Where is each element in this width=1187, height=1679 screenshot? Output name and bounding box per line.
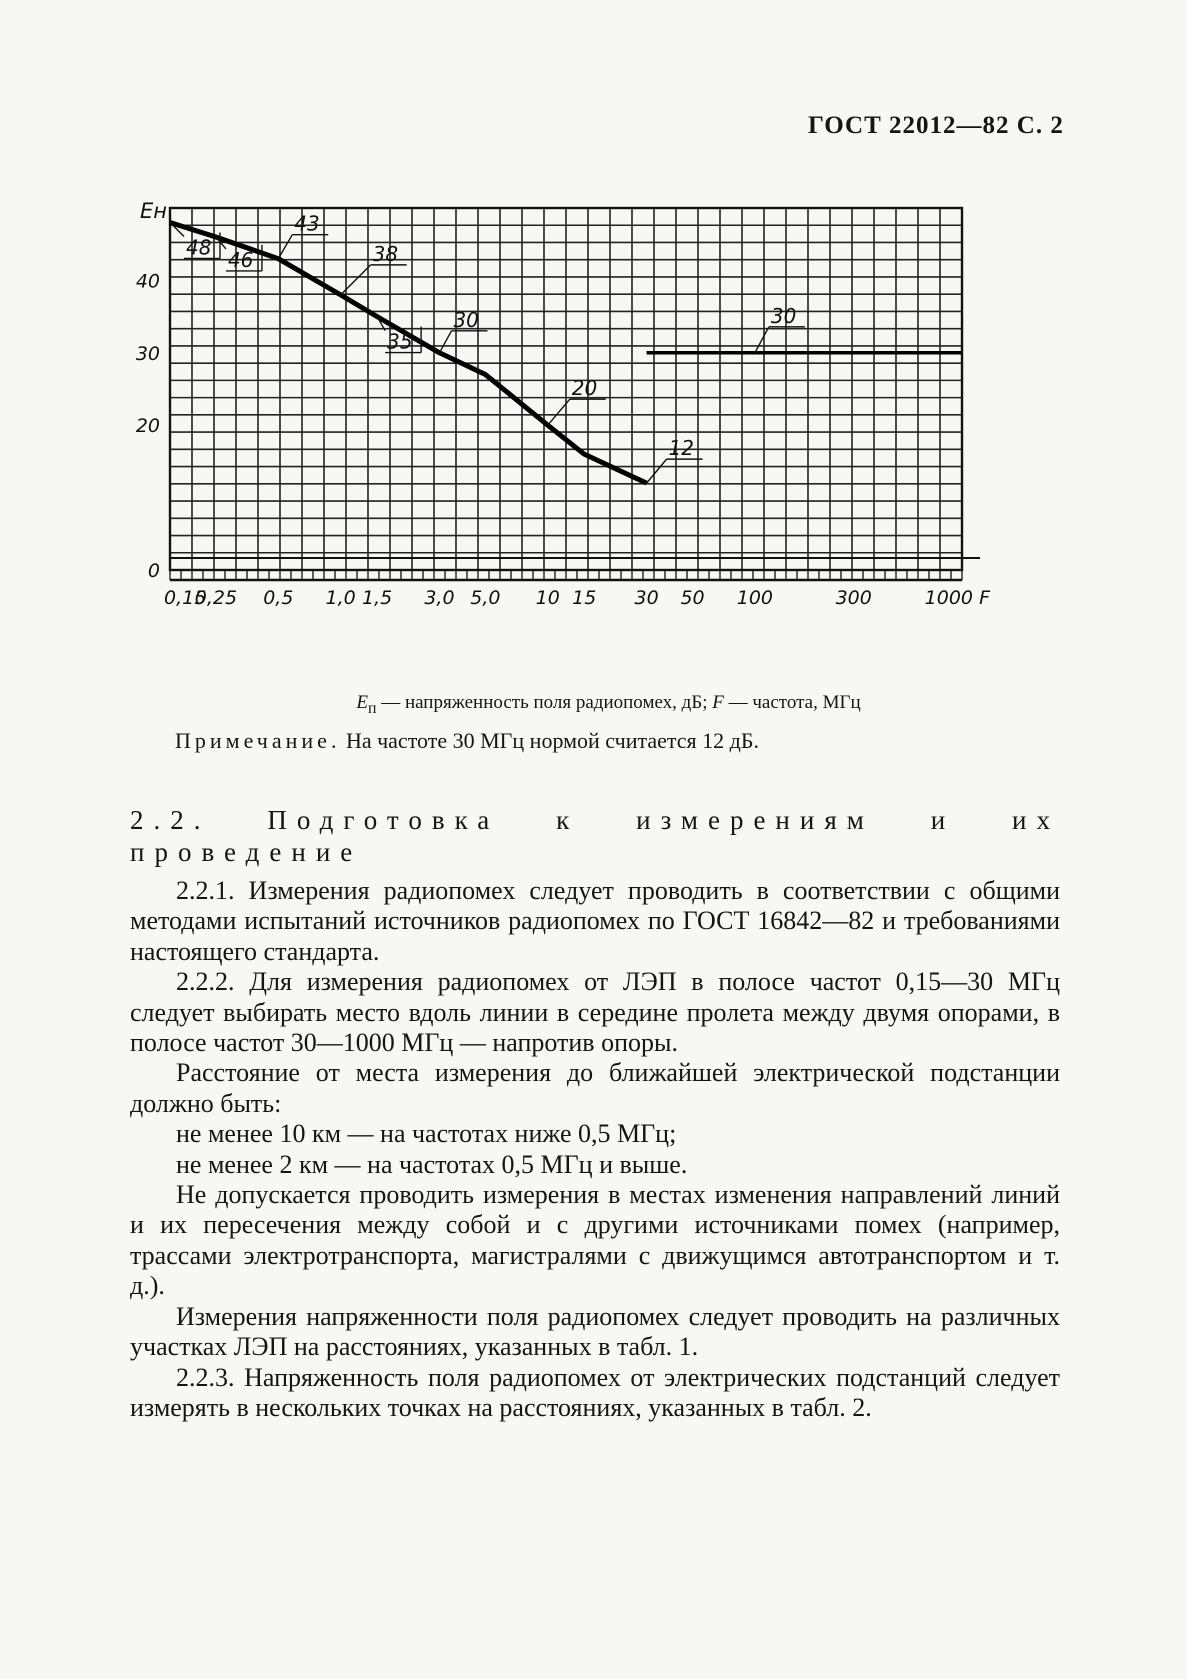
- caption-text-end: — частота, МГц: [723, 692, 861, 713]
- emission-limit-chart: [130, 200, 1060, 670]
- y-tick-label: 20: [135, 415, 160, 438]
- y-tick-label: 30: [135, 342, 160, 365]
- annotation-label: 43: [294, 211, 320, 236]
- annotation-leader: [647, 459, 667, 483]
- annotation-label: 30: [453, 307, 479, 332]
- caption-text-mid: — напряженность поля радиопомех, дБ;: [376, 692, 713, 713]
- body-text: [130, 876, 1060, 1423]
- x-tick-label: 15: [572, 587, 597, 609]
- annotation-label: 12: [668, 436, 695, 461]
- x-tick-label: 1,5: [362, 587, 393, 609]
- annotation-leader: [439, 331, 451, 353]
- annotation-label: 46: [227, 247, 254, 272]
- page-header: ГОСТ 22012—82 С. 2: [808, 112, 1064, 139]
- y-tick-label: 0: [147, 560, 160, 582]
- x-tick-label: 0,25: [194, 587, 238, 609]
- note-label: Примечание.: [175, 728, 341, 753]
- paragraph-2-2-2: 2.2.2. Для измерения радиопомех от ЛЭП в полосе частот 0,15—30 МГц следует выбирать место вдоль линии в середине пролета между двумя опорами, в полосе частот 30—1000 МГц — напротив опоры.: [130, 967, 1060, 1058]
- annotation-label: 38: [372, 241, 399, 266]
- paragraph-restrictions: Не допускается проводить измерения в местах изменения направлений линий и их пересечения между собой и с другими источниками помех (например, трассами электротранспорта, магистралями с движущимся автотранспортом и т. д.).: [130, 1180, 1060, 1301]
- annotation-label: 20: [571, 376, 598, 401]
- x-tick-label: 0,15: [164, 587, 207, 609]
- paragraph-distance-low: не менее 10 км — на частотах ниже 0,5 МГц;: [176, 1119, 677, 1149]
- annotation-label: 48: [186, 235, 212, 260]
- x-tick-label: 3,0: [424, 587, 455, 609]
- x-tick-label: 0,5: [263, 587, 294, 609]
- note-text: На частоте 30 МГц нормой считается 12 дБ.: [340, 728, 759, 753]
- paragraph-distance-high: не менее 2 км — на частотах 0,5 МГц и выше.: [176, 1149, 688, 1179]
- x-tick-label: 1,0: [325, 587, 356, 609]
- x-tick-label: 30: [634, 587, 659, 609]
- x-tick-label: 1000 F: [924, 587, 990, 609]
- paragraph-2-2-3: 2.2.3. Напряженность поля радиопомех от электрических подстанций следует измерять в нескольких точках на расстояниях, указанных в табл. 2.: [130, 1362, 1060, 1422]
- paragraph-distance: Расстояние от места измерения до ближайшей электрической подстанции должно быть:: [130, 1058, 1060, 1118]
- annotation-label: 30: [770, 303, 797, 328]
- paragraph-sections: Измерения напряженности поля радиопомех следует проводить на различных участках ЛЭП на расстояниях, указанных в табл. 1.: [130, 1301, 1060, 1362]
- y-tick-label: 40: [135, 270, 160, 293]
- x-tick-label: 300: [835, 587, 872, 609]
- caption-symbol-sub: п: [367, 699, 377, 717]
- figure-caption: [0, 692, 1187, 718]
- x-tick-label: 5,0: [470, 587, 501, 609]
- annotation-label: 35: [387, 329, 413, 354]
- annotation-leader: [341, 265, 371, 295]
- x-tick-label: 10: [535, 587, 560, 609]
- paragraph-2-2-1: 2.2.1. Измерения радиопомех следует проводить в соответствии с общими методами испытаний источников радиопомех по ГОСТ 16842—82 и требованиями настоящего стандарта.: [130, 876, 1060, 966]
- caption-symbol-e: E: [356, 692, 368, 713]
- figure-note: [175, 728, 759, 754]
- x-tick-label: 50: [680, 587, 705, 609]
- x-tick-label: 100: [736, 587, 774, 609]
- caption-symbol-f: F: [712, 692, 724, 713]
- chart-labels: [136, 200, 991, 609]
- annotation-leader: [755, 327, 769, 353]
- y-axis-label: Eн: [140, 200, 167, 223]
- section-title: 2.2. Подготовка к измерениям и их проведение: [130, 805, 1060, 867]
